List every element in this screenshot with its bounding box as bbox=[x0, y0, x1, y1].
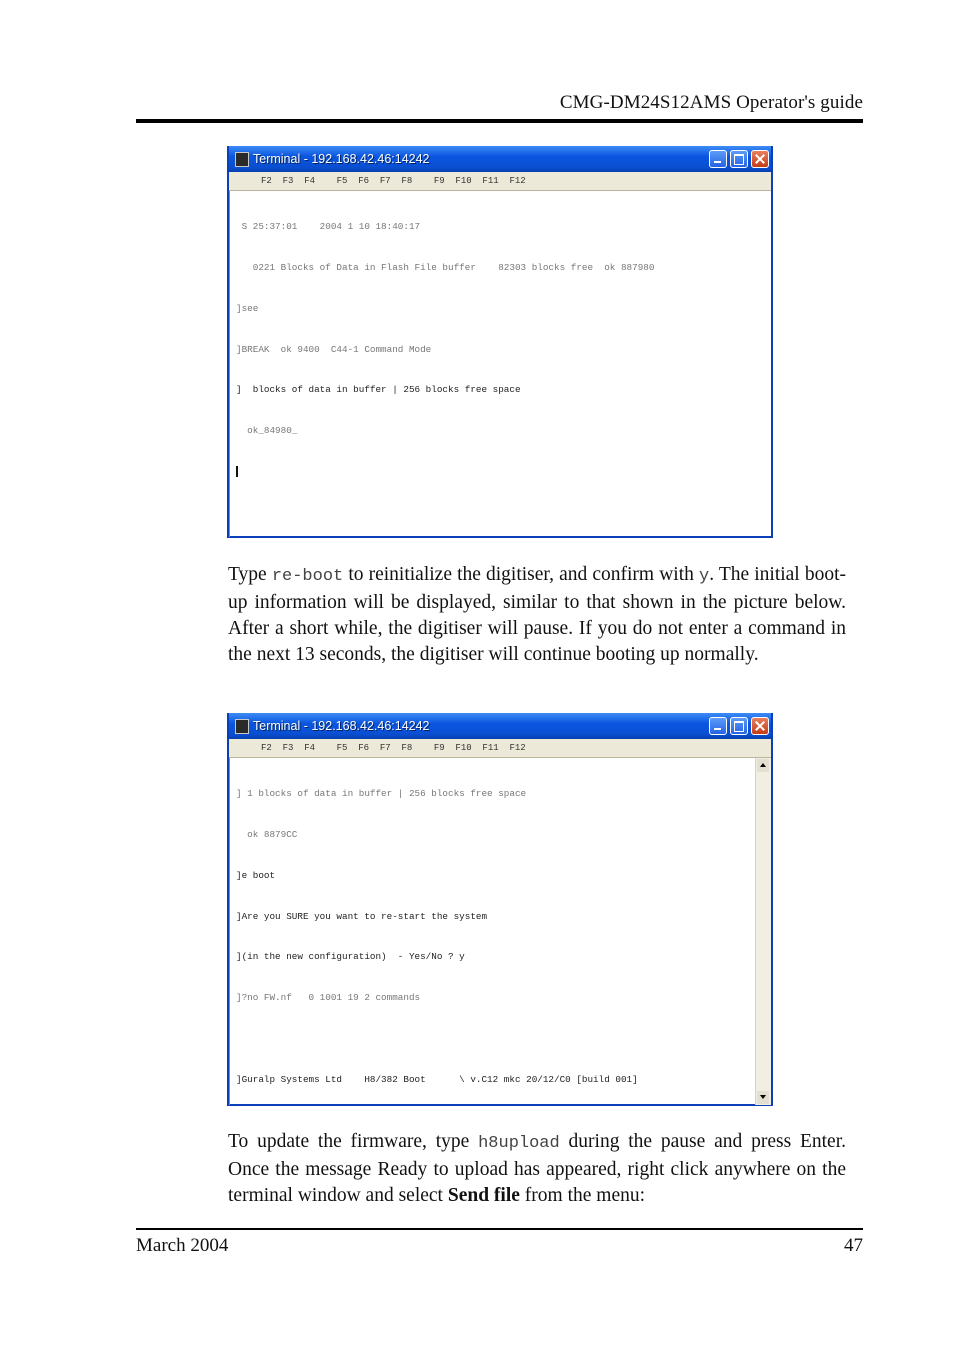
terminal-line: ] 1 blocks of data in buffer | 256 blocks free space bbox=[236, 788, 527, 800]
header-rule bbox=[136, 119, 863, 123]
terminal-line: ok 8879CC bbox=[236, 828, 298, 840]
vertical-scrollbar[interactable] bbox=[755, 758, 771, 1105]
terminal-line bbox=[236, 1032, 751, 1046]
para2-text-3: from the menu: bbox=[519, 1185, 646, 1206]
terminal-line: ](in the new configuration) - Yes/No ? y bbox=[236, 951, 465, 963]
terminal-line: 0221 Blocks of Data in Flash File buffer 82303 blocks free ok 887980 bbox=[236, 261, 655, 273]
terminal-line: ok_84980_ bbox=[236, 425, 298, 437]
minimize-icon[interactable] bbox=[709, 717, 727, 735]
close-icon[interactable] bbox=[751, 717, 769, 735]
footer-rule bbox=[136, 1228, 863, 1230]
para1-text-3: . The initial boot-up information will be displayed, similar to that shown in the picture below. After a short while, the digitiser will pause. If you do not enter a command in the next 13 seconds, the digitiser will continue booting up normally. bbox=[228, 564, 846, 665]
minimize-icon[interactable] bbox=[709, 150, 727, 168]
close-icon[interactable] bbox=[751, 150, 769, 168]
code-h8upload: h8upload bbox=[478, 1134, 560, 1153]
terminal-line: ]BREAK ok 9400 C44-1 Command Mode bbox=[236, 343, 432, 355]
function-key-toolbar[interactable]: F2 F3 F4 F5 F6 F7 F8 F9 F10 F11 F12 bbox=[229, 739, 771, 758]
terminal-window-2 bbox=[227, 713, 773, 1106]
title-bar[interactable] bbox=[229, 713, 771, 739]
footer-date: March 2004 bbox=[136, 1235, 229, 1256]
scroll-up-arrow-icon[interactable] bbox=[757, 759, 769, 772]
terminal-output[interactable] bbox=[229, 758, 771, 1105]
terminal-window-1 bbox=[227, 146, 773, 538]
body-paragraph-2 bbox=[228, 1129, 846, 1209]
terminal-line: ]e boot bbox=[236, 869, 276, 881]
terminal-app-icon bbox=[235, 152, 249, 167]
code-y: y bbox=[698, 567, 710, 586]
page-number: 47 bbox=[844, 1235, 863, 1256]
send-file-emphasis: Send file bbox=[447, 1185, 520, 1206]
text-cursor bbox=[236, 466, 238, 477]
terminal-line: ]Are you SURE you want to re-start the system bbox=[236, 910, 488, 922]
terminal-line: S 25:37:01 2004 1 10 18:40:17 bbox=[236, 221, 421, 233]
code-re-boot: re-boot bbox=[271, 567, 344, 586]
scroll-down-arrow-icon[interactable] bbox=[757, 1091, 769, 1104]
para1-text-1: Type bbox=[228, 564, 272, 585]
window-title: Terminal - 192.168.42.46:14242 bbox=[253, 719, 430, 733]
terminal-line: ]Guralp Systems Ltd H8/382 Boot \ v.C12 mkc 20/12/C0 [build 001] bbox=[236, 1073, 638, 1085]
window-title: Terminal - 192.168.42.46:14242 bbox=[253, 152, 430, 166]
body-paragraph-1 bbox=[228, 562, 846, 668]
maximize-icon[interactable] bbox=[730, 150, 748, 168]
terminal-line: ] blocks of data in buffer | 256 blocks free space bbox=[236, 384, 521, 396]
page-header-title: CMG-DM24S12AMS Operator's guide bbox=[559, 92, 863, 113]
para2-text-1: To update the firmware, type bbox=[228, 1131, 479, 1152]
function-key-toolbar[interactable]: F2 F3 F4 F5 F6 F7 F8 F9 F10 F11 F12 bbox=[229, 172, 771, 191]
para1-text-2: to reinitialize the digitiser, and confirm with bbox=[343, 564, 699, 585]
maximize-icon[interactable] bbox=[730, 717, 748, 735]
para2-text-2: during the pause and press Enter. Once the message Ready to upload has appeared, right click anywhere on the terminal window and select bbox=[228, 1131, 847, 1206]
terminal-line: ]?no FW.nf 0 1001 19 2 commands bbox=[236, 992, 421, 1004]
terminal-app-icon bbox=[235, 719, 249, 734]
terminal-cursor-line bbox=[236, 465, 767, 479]
terminal-line: ]see bbox=[236, 302, 259, 314]
title-bar[interactable] bbox=[229, 146, 771, 172]
terminal-output[interactable] bbox=[229, 191, 771, 537]
